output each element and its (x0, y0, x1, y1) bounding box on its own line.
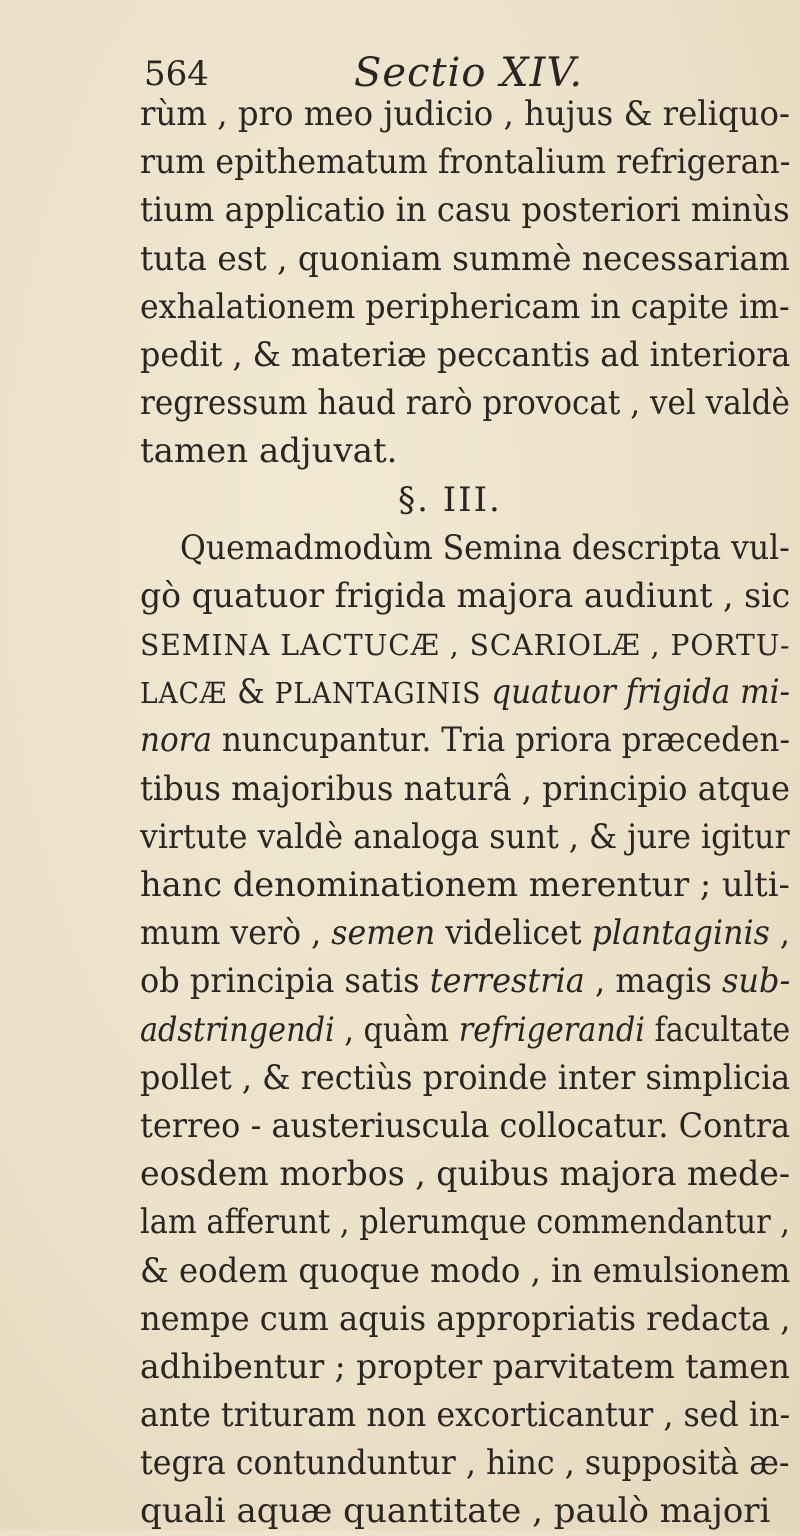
paragraph-indent (140, 528, 180, 568)
text-line: terreo - austeriuscula collocatur. Contra (140, 1105, 791, 1146)
paragraph-heading: §. III. (398, 479, 502, 520)
italic-text: plantaginis (591, 913, 770, 954)
text-line: quali aquæ quantitate , paulò majori (140, 1491, 771, 1532)
italic-text: terrestria (429, 961, 585, 1002)
small-caps-text: PLANTAGINIS (274, 676, 482, 711)
text-line (140, 524, 790, 572)
text-line (140, 957, 791, 1005)
text-line (140, 668, 791, 716)
line-text: Quemadmodùm Semina descripta vul- (180, 527, 790, 568)
text-line (140, 909, 790, 957)
text-line: rùm , pro meo judicio , hujus & reliquo- (140, 94, 790, 134)
line-text: , quàm (334, 1009, 459, 1050)
line-text: ob principia satis (140, 961, 430, 1002)
line-text: nuncupantur. Tria priora præceden- (212, 720, 790, 761)
text-line: regressum haud rarò provocat , vel valdè (140, 383, 790, 424)
italic-text: adstringendi (140, 1009, 335, 1050)
text-line: ante trituram non excorticantur , sed in- (140, 1395, 791, 1436)
italic-text: refrigerandi (458, 1009, 645, 1050)
small-caps-text: LACÆ (140, 676, 228, 711)
italic-text: quatuor frigida mi- (491, 672, 791, 713)
line-text: videlicet (435, 913, 592, 954)
italic-text: nora (140, 720, 213, 761)
line-text (481, 672, 491, 712)
text-line (140, 716, 790, 764)
text-line: exhalationem periphericam in capite im- (140, 286, 790, 327)
page-number: 564 (144, 54, 209, 94)
text-line: tegra contunduntur , hinc , supposità æ- (140, 1443, 790, 1484)
text-line: & eodem quoque modo , in emulsionem (140, 1250, 791, 1291)
text-line: tibus majoribus naturâ , principio atque (140, 768, 791, 809)
line-text: mum verò , (140, 913, 332, 954)
section-title: Sectio XIV. (354, 50, 584, 96)
small-caps-text: SEMINA LACTUCÆ , SCARIOLÆ , PORTU- (140, 628, 791, 663)
italic-text: sub- (722, 961, 791, 1002)
line-text: , (769, 913, 790, 954)
text-line: eosdem morbos , quibus majora mede- (140, 1154, 791, 1195)
line-text: & (227, 672, 275, 713)
text-line: tuta est , quoniam summè necessariam (140, 238, 790, 279)
text-line: pollet , & rectiùs proinde inter simplicia (140, 1057, 791, 1098)
text-line (140, 1006, 791, 1054)
italic-text: semen (331, 913, 436, 954)
text-line: tamen adjuvat. (140, 431, 398, 472)
text-line: adhibentur ; propter parvitatem tamen (140, 1346, 790, 1387)
text-line: gò quatuor frigida majora audiunt , sic (140, 575, 791, 616)
text-line: hanc denominationem merentur ; ulti- (140, 865, 790, 905)
text-line: virtute valdè analoga sunt , & jure igitur (140, 816, 790, 857)
text-line: nempe cum aquis appropriatis redacta , (140, 1298, 791, 1339)
text-line: lam afferunt , plerumque commendantur , (140, 1202, 790, 1243)
text-line (140, 620, 791, 668)
line-text: , magis (584, 961, 723, 1002)
text-line: tium applicatio in casu posteriori minùs (140, 190, 790, 231)
text-line: pedit , & materiæ peccantis ad interiora (140, 334, 791, 375)
line-text: facultate (644, 1009, 791, 1050)
body-text (140, 90, 790, 1536)
text-line: rum epithematum frontalium refrigeran- (140, 142, 791, 183)
